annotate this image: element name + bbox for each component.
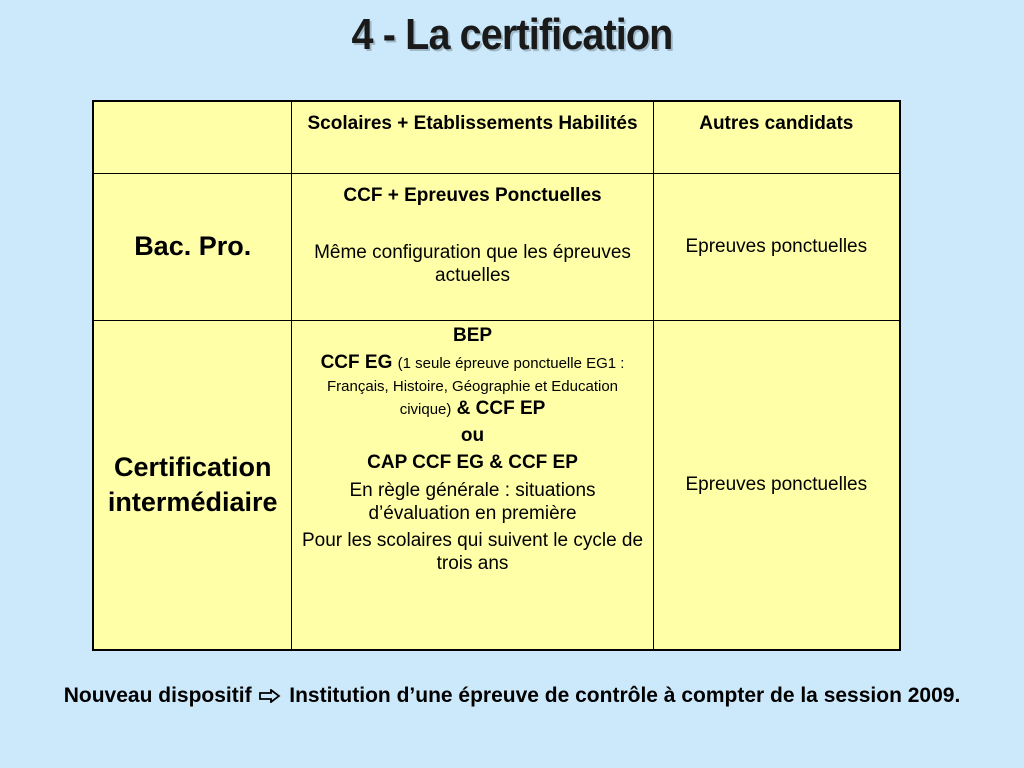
ccf-eg-block	[296, 351, 648, 421]
bep-label: BEP	[452, 324, 493, 346]
slide-title: 4 - La certification	[351, 10, 673, 59]
row-label-bac-pro: Bac. Pro.	[93, 173, 292, 320]
footnote-text: Institution d’une épreuve de contrôle à compter de la session 2009.	[289, 684, 961, 707]
row-label-line1: Certification	[113, 451, 272, 482]
footnote	[0, 684, 1024, 708]
cell-intermediaire-scolaires	[292, 320, 653, 650]
certification-table	[92, 100, 901, 651]
ccf-eg-label: CCF EG	[320, 351, 393, 373]
bac-pro-ccf-title: CCF + Epreuves Ponctuelles	[343, 184, 602, 206]
table-row-bac-pro	[93, 173, 900, 320]
cell-intermediaire-autres: Epreuves ponctuelles	[653, 320, 900, 650]
hollow-right-arrow-icon	[259, 689, 281, 703]
header-empty-cell	[93, 101, 292, 173]
footnote-lead: Nouveau dispositif	[63, 684, 252, 707]
ccf-ep-label: & CCF EP	[456, 398, 546, 420]
table-header-row	[93, 101, 900, 173]
ou-label: ou	[460, 425, 485, 447]
ccf-eg-note: (1 seule épreuve ponctuelle EG1 : Français, Histoire, Géographie et Education civique)	[327, 354, 625, 419]
scolaires-cycle-text: Pour les scolaires qui suivent le cycle de trois ans	[301, 529, 644, 575]
header-scolaires: Scolaires + Etablissements Habilités	[292, 101, 653, 173]
cell-bac-pro-autres: Epreuves ponctuelles	[653, 173, 900, 320]
regle-generale-text: En règle générale : situations d’évaluation en première	[349, 479, 596, 524]
bac-pro-configuration-text: Même configuration que les épreuves actuelles	[314, 241, 631, 286]
row-label-certification-intermediaire	[93, 320, 292, 650]
cap-label: CAP CCF EG & CCF EP	[367, 452, 578, 474]
row-label-line2: intermédiaire	[107, 486, 278, 517]
table-row-certification-intermediaire	[93, 320, 900, 650]
header-autres-candidats: Autres candidats	[653, 101, 900, 173]
cell-bac-pro-scolaires	[292, 173, 653, 320]
